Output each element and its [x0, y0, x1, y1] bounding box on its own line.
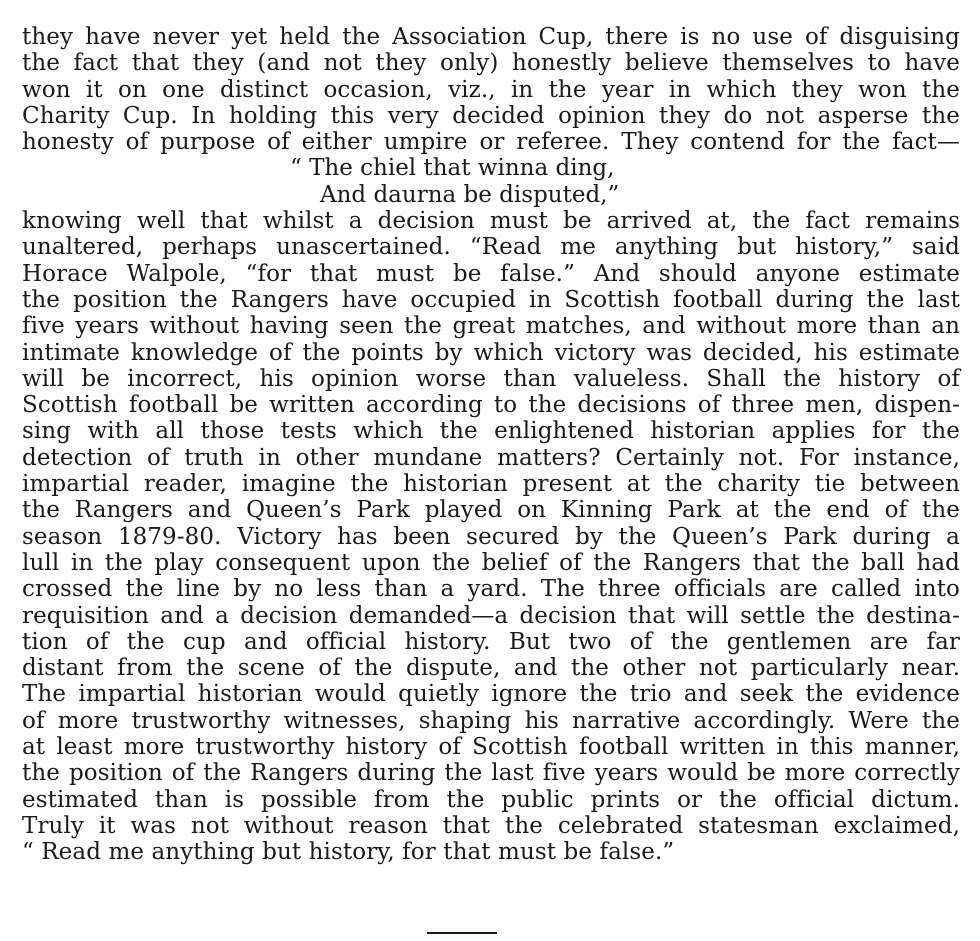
- text-line: Horace Walpole, “for that must be false.” And should anyone estimate: [22, 260, 960, 287]
- text-line: intimate knowledge of the points by which victory was decided, his estimate: [22, 339, 960, 366]
- text-line: distant from the scene of the dispute, and the other not particularly near.: [22, 655, 960, 682]
- text-line: at least more trustworthy history of Scottish football written in this manner,: [22, 734, 960, 761]
- text-line: of more trustworthy witnesses, shaping his narrative accordingly. Were the: [22, 707, 960, 734]
- text-line: unaltered, perhaps unascertained. “Read me anything but history,” said: [22, 234, 960, 261]
- paragraph-opening: [22, 24, 960, 155]
- text-line: estimated than is possible from the public prints or the official dictum.: [22, 786, 960, 813]
- text-line: crossed the line by no less than a yard. The three officials are called into: [22, 576, 960, 603]
- text-line: will be incorrect, his opinion worse than valueless. Shall the history of: [22, 365, 960, 392]
- paragraph-main: [22, 208, 960, 865]
- text-line: honesty of purpose of either umpire or referee. They contend for the fact—: [22, 129, 960, 156]
- text-line: five years without having seen the great matches, and without more than an: [22, 313, 960, 340]
- text-line: season 1879-80. Victory has been secured by the Queen’s Park during a: [22, 523, 960, 550]
- text-line: the fact that they (and not they only) honestly believe themselves to have: [22, 50, 960, 77]
- text-line: Scottish football be written according to the decisions of three men, dispen-: [22, 392, 960, 419]
- verse-line: “ The chiel that winna ding,: [290, 155, 615, 182]
- text-line: tion of the cup and official history. But two of the gentlemen are far: [22, 628, 960, 655]
- text-line: the Rangers and Queen’s Park played on Kinning Park at the end of the: [22, 497, 960, 524]
- text-line: “ Read me anything but history, for that must be false.”: [22, 839, 675, 866]
- text-line: Charity Cup. In holding this very decided opinion they do not asperse the: [22, 102, 960, 129]
- text-line: impartial reader, imagine the historian present at the charity tie between: [22, 471, 960, 498]
- verse-line: And daurna be disputed,”: [320, 181, 620, 208]
- text-line: The impartial historian would quietly ignore the trio and seek the evidence: [22, 681, 960, 708]
- verse-quote: [22, 155, 960, 208]
- page-text: [22, 24, 960, 866]
- section-divider: [427, 932, 497, 934]
- text-line: the position of the Rangers during the last five years would be more correctly: [22, 760, 960, 787]
- text-line: won it on one distinct occasion, viz., in the year in which they won the: [22, 76, 960, 103]
- text-line: detection of truth in other mundane matters? Certainly not. For instance,: [22, 444, 960, 471]
- text-line: lull in the play consequent upon the belief of the Rangers that the ball had: [22, 549, 960, 576]
- text-line: knowing well that whilst a decision must be arrived at, the fact remains: [22, 208, 960, 235]
- text-line: they have never yet held the Association Cup, there is no use of disguising: [22, 24, 960, 50]
- text-line: the position the Rangers have occupied in Scottish football during the last: [22, 286, 960, 313]
- text-line: requisition and a decision demanded—a decision that will settle the destina-: [22, 602, 960, 629]
- text-line: sing with all those tests which the enlightened historian applies for the: [22, 418, 960, 445]
- text-line: Truly it was not without reason that the celebrated statesman exclaimed,: [22, 812, 960, 839]
